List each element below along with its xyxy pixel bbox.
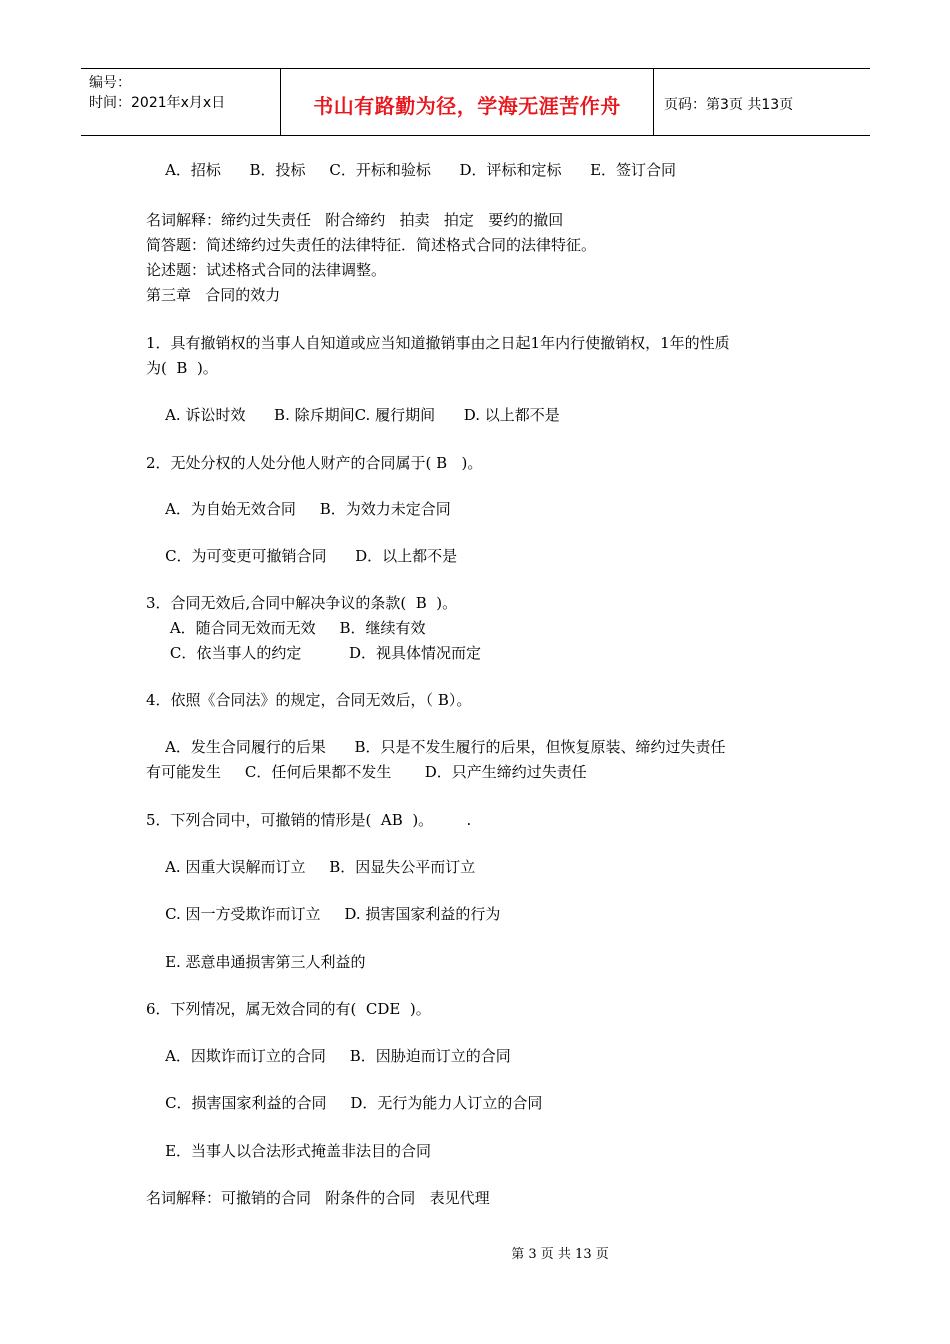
- terms-definition-line-2: 名词解释：可撤销的合同 附条件的合同 表见代理: [146, 1189, 490, 1207]
- question-6-options-ab: A．因欺诈而订立的合同 B．因胁迫而订立的合同: [146, 1047, 511, 1065]
- document-number-label: 编号：: [89, 75, 131, 91]
- question-4-text: 4．依照《合同法》的规定，合同无效后，（ B）。: [146, 691, 472, 709]
- question-5-text: 5．下列合同中，可撤销的情形是( AB )。 .: [146, 811, 472, 829]
- document-date-label: 时间：2021年x月x日: [89, 95, 226, 111]
- question-2-text: 2．无处分权的人处分他人财产的合同属于( B )。: [146, 454, 483, 472]
- question-1-options: A. 诉讼时效 B. 除斥期间C. 履行期间 D. 以上都不是: [146, 406, 560, 424]
- header-meta: [81, 69, 281, 135]
- question-5-options-ab: A. 因重大误解而订立 B．因显失公平而订立: [146, 858, 476, 876]
- question-6-options-cd: C．损害国家利益的合同 D．无行为能力人订立的合同: [146, 1094, 543, 1112]
- page-header: [81, 68, 870, 136]
- question-4-options-line2: 有可能发生 C．任何后果都不发生 D．只产生缔约过失责任: [146, 763, 587, 781]
- essay-question-line: 论述题：试述格式合同的法律调整。: [146, 261, 387, 279]
- question-3-options-cd: C．依当事人的约定 D．视具体情况而定: [146, 644, 482, 662]
- footer-page-number: 第 3 页 共 13 页: [511, 1247, 609, 1262]
- question-3-text: 3．合同无效后,合同中解决争议的条款( B )。: [146, 594, 458, 612]
- terms-definition-line: 名词解释：缔约过失责任 附合缔约 拍卖 拍定 要约的撤回: [146, 211, 564, 229]
- header-motto: 书山有路勤为径，学海无涯苦作舟: [313, 93, 621, 118]
- header-page-cell: [654, 69, 870, 135]
- question-5-option-e: E. 恶意串通损害第三人利益的: [146, 953, 366, 971]
- question-2-options-cd: C．为可变更可撤销合同 D．以上都不是: [146, 547, 458, 565]
- question-6-text: 6．下列情况，属无效合同的有( CDE )。: [146, 1000, 431, 1018]
- question-3-options-ab: A．随合同无效而无效 B．继续有效: [146, 619, 426, 637]
- question-1-text: 1．具有撤销权的当事人自知道或应当知道撤销事由之日起1年内行使撤销权，1年的性质: [146, 334, 730, 352]
- question-2-options-ab: A．为自始无效合同 B．为效力未定合同: [146, 500, 451, 518]
- chapter-title: 第三章 合同的效力: [146, 286, 281, 304]
- header-motto-cell: [281, 69, 654, 135]
- question-5-options-cd: C. 因一方受欺诈而订立 D. 损害国家利益的行为: [146, 905, 501, 923]
- page-footer: [0, 1246, 950, 1264]
- question-4-options-line1: A．发生合同履行的后果 B．只是不发生履行的后果，但恢复原装、缔约过失责任: [146, 738, 726, 756]
- question-1-answer: 为( B )。: [146, 359, 218, 377]
- header-page-number: 页码：第3页 共13页: [664, 97, 794, 113]
- options-line-bidding: A．招标 B．投标 C．开标和验标 D．评标和定标 E．签订合同: [146, 161, 677, 179]
- short-answer-line: 简答题：简述缔约过失责任的法律特征．简述格式合同的法律特征。: [146, 236, 597, 254]
- question-6-option-e: E．当事人以合法形式掩盖非法目的合同: [146, 1142, 432, 1160]
